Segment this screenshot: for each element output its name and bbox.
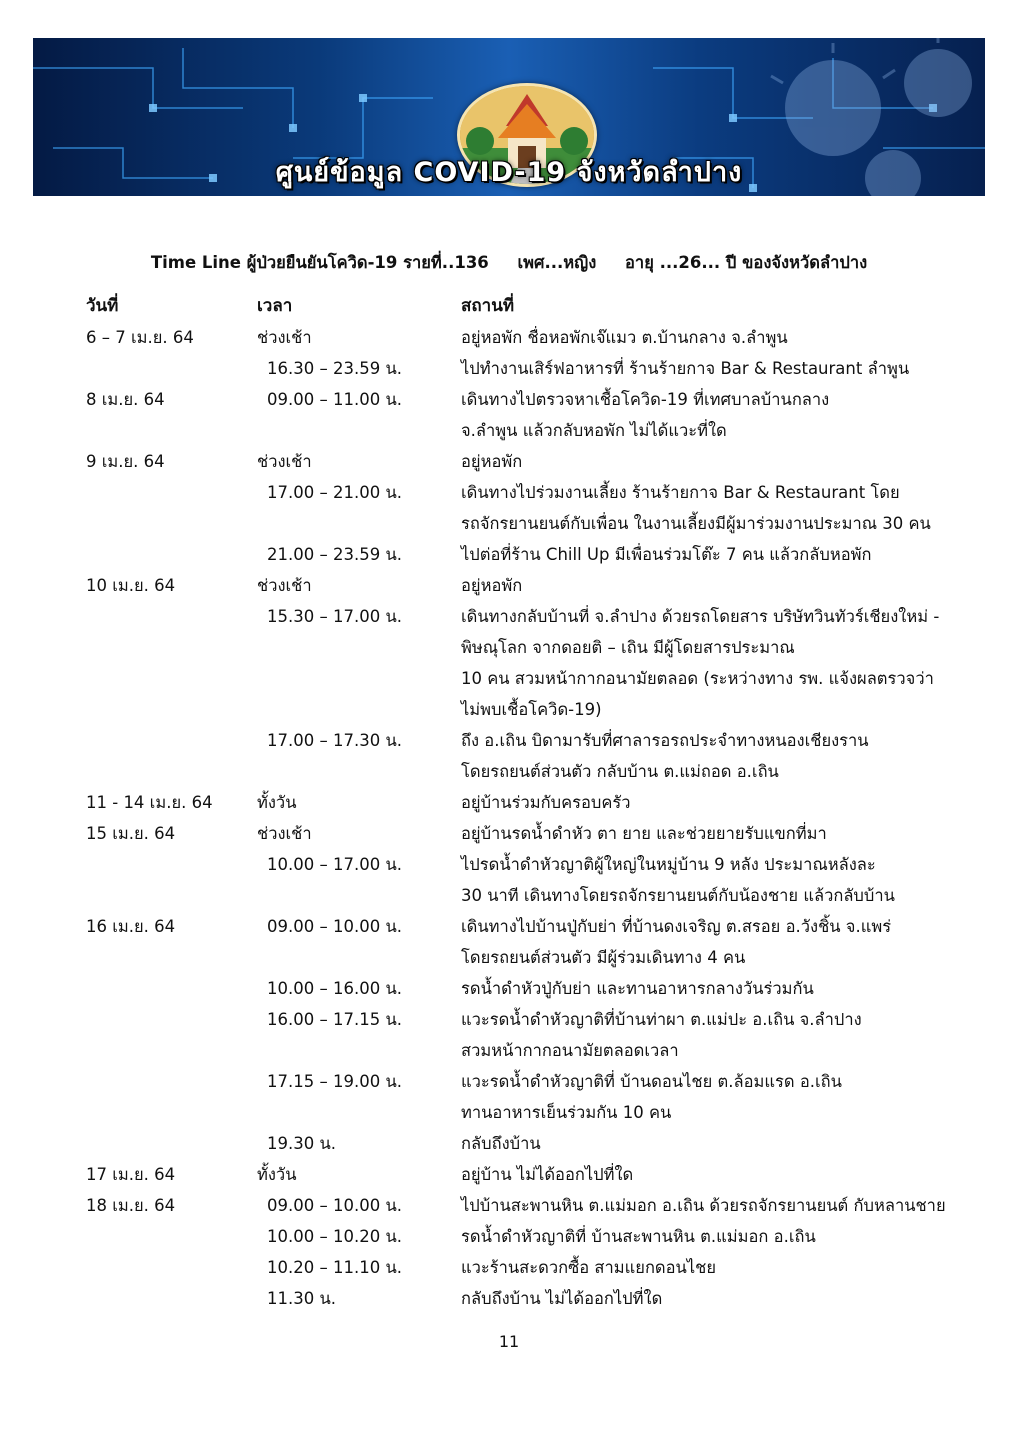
timeline-table — [0, 319, 1018, 1311]
row-date: 16 เม.ย. 64 — [86, 917, 176, 936]
row-place: 10 คน สวมหน้ากากอนามัยตลอด (ระหว่างทาง รพ. แจ้งผลตรวจว่า — [461, 669, 934, 688]
row-time: 10.20 – 11.10 น. — [267, 1258, 402, 1277]
timeline-row — [0, 1125, 1018, 1156]
row-time: 19.30 น. — [267, 1134, 337, 1153]
row-place: โดยรถยนต์ส่วนตัว มีผู้ร่วมเดินทาง 4 คน — [461, 948, 746, 967]
timeline-row — [0, 629, 1018, 660]
timeline-row — [0, 908, 1018, 939]
row-time: 10.00 – 16.00 น. — [267, 979, 402, 998]
row-place: พิษณุโลก จากดอยติ – เถิน มีผู้โดยสารประมาณ — [461, 638, 795, 657]
row-time: ทั้งวัน — [257, 793, 297, 812]
timeline-row — [0, 381, 1018, 412]
row-place: สวมหน้ากากอนามัยตลอดเวลา — [461, 1041, 679, 1060]
row-place: แวะรดน้ำดำหัวญาติที่บ้านท่าผา ต.แม่ปะ อ.เถิน จ.ลำปาง — [461, 1010, 862, 1029]
row-date: 9 เม.ย. 64 — [86, 452, 165, 471]
row-place: ไปทำงานเสิร์ฟอาหารที่ ร้านร้ายกาจ Bar & Restaurant ลำพูน — [461, 359, 910, 378]
timeline-row — [0, 1218, 1018, 1249]
row-time: ทั้งวัน — [257, 1165, 297, 1184]
timeline-row — [0, 536, 1018, 567]
row-time: 09.00 – 10.00 น. — [267, 1196, 402, 1215]
row-place: เดินทางไปบ้านปู่กับย่า ที่บ้านดงเจริญ ต.สรอย อ.วังชิ้น จ.แพร่ — [461, 917, 892, 936]
timeline-row — [0, 1001, 1018, 1032]
row-date: 10 เม.ย. 64 — [86, 576, 176, 595]
timeline-row — [0, 412, 1018, 443]
timeline-row — [0, 722, 1018, 753]
timeline-row — [0, 598, 1018, 629]
timeline-row — [0, 1032, 1018, 1063]
timeline-row — [0, 815, 1018, 846]
row-time: 09.00 – 10.00 น. — [267, 917, 402, 936]
row-place: แวะรดน้ำดำหัวญาติที่ บ้านดอนไชย ต.ล้อมแรด อ.เถิน — [461, 1072, 842, 1091]
page-number: 11 — [498, 1332, 520, 1351]
row-time: 15.30 – 17.00 น. — [267, 607, 402, 626]
timeline-row — [0, 1063, 1018, 1094]
row-place: โดยรถยนต์ส่วนตัว กลับบ้าน ต.แม่ถอด อ.เถิน — [461, 762, 779, 781]
row-place: ไม่พบเชื้อโควิด-19) — [461, 700, 602, 719]
column-header-place: สถานที่ — [461, 296, 515, 316]
row-place: เดินทางไปร่วมงานเลี้ยง ร้านร้ายกาจ Bar & Restaurant โดย — [461, 483, 900, 502]
row-place: กลับถึงบ้าน ไม่ได้ออกไปที่ใด — [461, 1289, 663, 1308]
timeline-row — [0, 443, 1018, 474]
row-place: อยู่บ้านรดน้ำดำหัว ตา ยาย และช่วยยายรับแขกที่มา — [461, 824, 827, 843]
row-place: ทานอาหารเย็นร่วมกัน 10 คน — [461, 1103, 672, 1122]
timeline-heading: Time Line ผู้ป่วยยืนยันโควิด-19 รายที่..136 เพศ...หญิง อายุ ...26... ปี ของจังหวัดลำปาง — [150, 253, 868, 272]
timeline-row — [0, 567, 1018, 598]
row-place: เดินทางกลับบ้านที่ จ.ลำปาง ด้วยรถโดยสาร บริษัทวินทัวร์เชียงใหม่ - — [461, 607, 940, 626]
row-place: รดน้ำดำหัวปู่กับย่า และทานอาหารกลางวันร่วมกัน — [461, 979, 814, 998]
timeline-row — [0, 691, 1018, 722]
row-time: 17.15 – 19.00 น. — [267, 1072, 402, 1091]
row-date: 11 - 14 เม.ย. 64 — [86, 793, 213, 812]
row-time: 10.00 – 10.20 น. — [267, 1227, 402, 1246]
row-date: 6 – 7 เม.ย. 64 — [86, 328, 194, 347]
row-place: อยู่หอพัก ชื่อหอพักเจ๊แมว ต.บ้านกลาง จ.ลำพูน — [461, 328, 788, 347]
column-header-time: เวลา — [257, 296, 293, 316]
row-place: รถจักรยานยนต์กับเพื่อน ในงานเลี้ยงมีผู้มาร่วมงานประมาณ 30 คน — [461, 514, 931, 533]
timeline-row — [0, 319, 1018, 350]
row-place: ไปบ้านสะพานหิน ต.แม่มอก อ.เถิน ด้วยรถจักรยานยนต์ กับหลานชาย — [461, 1196, 946, 1215]
row-place: อยู่หอพัก — [461, 576, 523, 595]
header-banner — [33, 38, 985, 196]
timeline-row — [0, 1156, 1018, 1187]
row-place: ไปต่อที่ร้าน Chill Up มีเพื่อนร่วมโต๊ะ 7 คน แล้วกลับหอพัก — [461, 545, 872, 564]
column-header-date: วันที่ — [86, 296, 119, 316]
timeline-row — [0, 1249, 1018, 1280]
timeline-row — [0, 939, 1018, 970]
timeline-row — [0, 474, 1018, 505]
row-time: ช่วงเช้า — [257, 576, 312, 595]
row-place: เดินทางไปตรวจหาเชื้อโควิด-19 ที่เทศบาลบ้านกลาง — [461, 390, 830, 409]
timeline-row — [0, 877, 1018, 908]
timeline-row — [0, 1280, 1018, 1311]
row-place: ถึง อ.เถิน บิดามารับที่ศาลารอรถประจำทางหนองเชียงราน — [461, 731, 869, 750]
banner-title: ศูนย์ข้อมูล COVID-19 จังหวัดลำปาง — [275, 157, 743, 188]
row-time: 21.00 – 23.59 น. — [267, 545, 402, 564]
row-place: ไปรดน้ำดำหัวญาติผู้ใหญ่ในหมู่บ้าน 9 หลัง ประมาณหลังละ — [461, 855, 876, 874]
row-time: ช่วงเช้า — [257, 328, 312, 347]
row-date: 18 เม.ย. 64 — [86, 1196, 176, 1215]
timeline-row — [0, 505, 1018, 536]
row-date: 8 เม.ย. 64 — [86, 390, 165, 409]
row-time: 16.30 – 23.59 น. — [267, 359, 402, 378]
timeline-row — [0, 753, 1018, 784]
row-place: รดน้ำดำหัวญาติที่ บ้านสะพานหิน ต.แม่มอก อ.เถิน — [461, 1227, 816, 1246]
row-time: 17.00 – 17.30 น. — [267, 731, 402, 750]
row-time: ช่วงเช้า — [257, 824, 312, 843]
row-place: จ.ลำพูน แล้วกลับหอพัก ไม่ได้แวะที่ใด — [461, 421, 727, 440]
row-time: ช่วงเช้า — [257, 452, 312, 471]
row-time: 11.30 น. — [267, 1289, 337, 1308]
row-date: 17 เม.ย. 64 — [86, 1165, 176, 1184]
timeline-row — [0, 1187, 1018, 1218]
row-time: 16.00 – 17.15 น. — [267, 1010, 402, 1029]
row-date: 15 เม.ย. 64 — [86, 824, 176, 843]
timeline-row — [0, 784, 1018, 815]
row-place: 30 นาที เดินทางโดยรถจักรยานยนต์กับน้องชาย แล้วกลับบ้าน — [461, 886, 895, 905]
row-place: อยู่บ้าน ไม่ได้ออกไปที่ใด — [461, 1165, 634, 1184]
row-time: 09.00 – 11.00 น. — [267, 390, 402, 409]
row-place: แวะร้านสะดวกซื้อ สามแยกดอนไชย — [461, 1258, 717, 1277]
timeline-row — [0, 1094, 1018, 1125]
timeline-row — [0, 350, 1018, 381]
timeline-row — [0, 660, 1018, 691]
row-time: 10.00 – 17.00 น. — [267, 855, 402, 874]
timeline-row — [0, 846, 1018, 877]
timeline-row — [0, 970, 1018, 1001]
row-place: กลับถึงบ้าน — [461, 1134, 541, 1153]
row-time: 17.00 – 21.00 น. — [267, 483, 402, 502]
row-place: อยู่หอพัก — [461, 452, 523, 471]
row-place: อยู่บ้านร่วมกับครอบครัว — [461, 793, 631, 812]
